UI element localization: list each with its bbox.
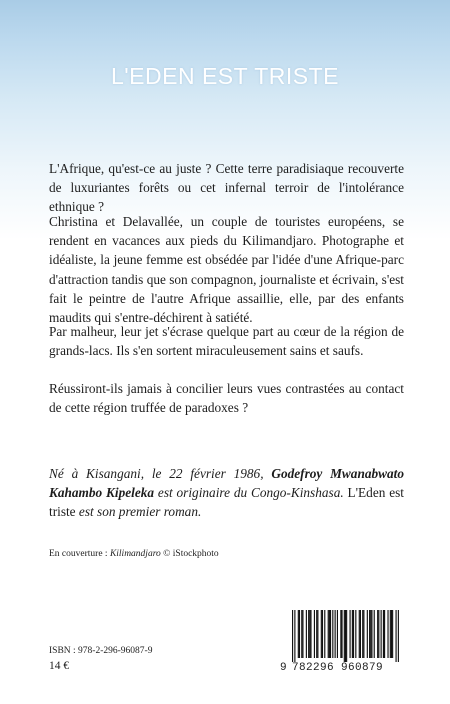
isbn: ISBN : 978-2-296-96087-9 — [49, 646, 153, 656]
bio-first-novel: est son premier roman. — [75, 504, 202, 520]
book-title: L'EDEN EST TRISTE — [110, 63, 340, 89]
barcode — [280, 610, 404, 676]
author-name: Godefroy Mwanabwato Kahambo Kipeleka — [49, 466, 404, 501]
blurb-paragraph-4: Réussiront-ils jamais à concilier leurs vues contrastées au contact de cette région truffée de paradoxes ? — [49, 381, 404, 416]
bio-book-title: L'Eden est triste — [49, 485, 404, 520]
blurb-paragraph-2: Christina et Delavallée, un couple de touristes européens, se rendent en vacances aux pieds du Kilimandjaro. Photographe et idéaliste, la jeune femme est obsédée par l'idée d'une Afrique-parc d'attraction tandis que son compagnon, journaliste et écrivain, s'est fait le peintre de l'autre Afrique assaillie, elle, par des enfants maudits qui s'entre-déchirent à satiété. — [49, 214, 404, 326]
credit-prefix: En couverture : — [49, 549, 110, 559]
bio-origin: est originaire du Congo-Kinshasa. — [154, 485, 344, 501]
blurb-paragraph-1: L'Afrique, qu'est-ce au juste ? Cette terre paradisiaque recouverte de luxuriantes forêts ou cet infernal terroir de l'intolérance ethnique ? — [49, 161, 404, 215]
bio-birth: Né à Kisangani, le 22 février 1986, — [49, 466, 272, 481]
barcode-number: 782296 960879 — [292, 662, 384, 674]
cover-credit — [49, 548, 404, 560]
blurb-paragraph-3: Par malheur, leur jet s'écrase quelque part au cœur de la région de grands-lacs. Ils s'en sortent miraculeusement sains et saufs. — [49, 324, 404, 359]
barcode-lead-digit: 9 — [280, 662, 288, 674]
author-bio — [49, 464, 404, 522]
barcode-bars — [280, 610, 404, 662]
credit-suffix: © iStockphoto — [160, 549, 219, 559]
credit-work: Kilimandjaro — [109, 549, 161, 559]
price: 14 € — [49, 660, 70, 672]
